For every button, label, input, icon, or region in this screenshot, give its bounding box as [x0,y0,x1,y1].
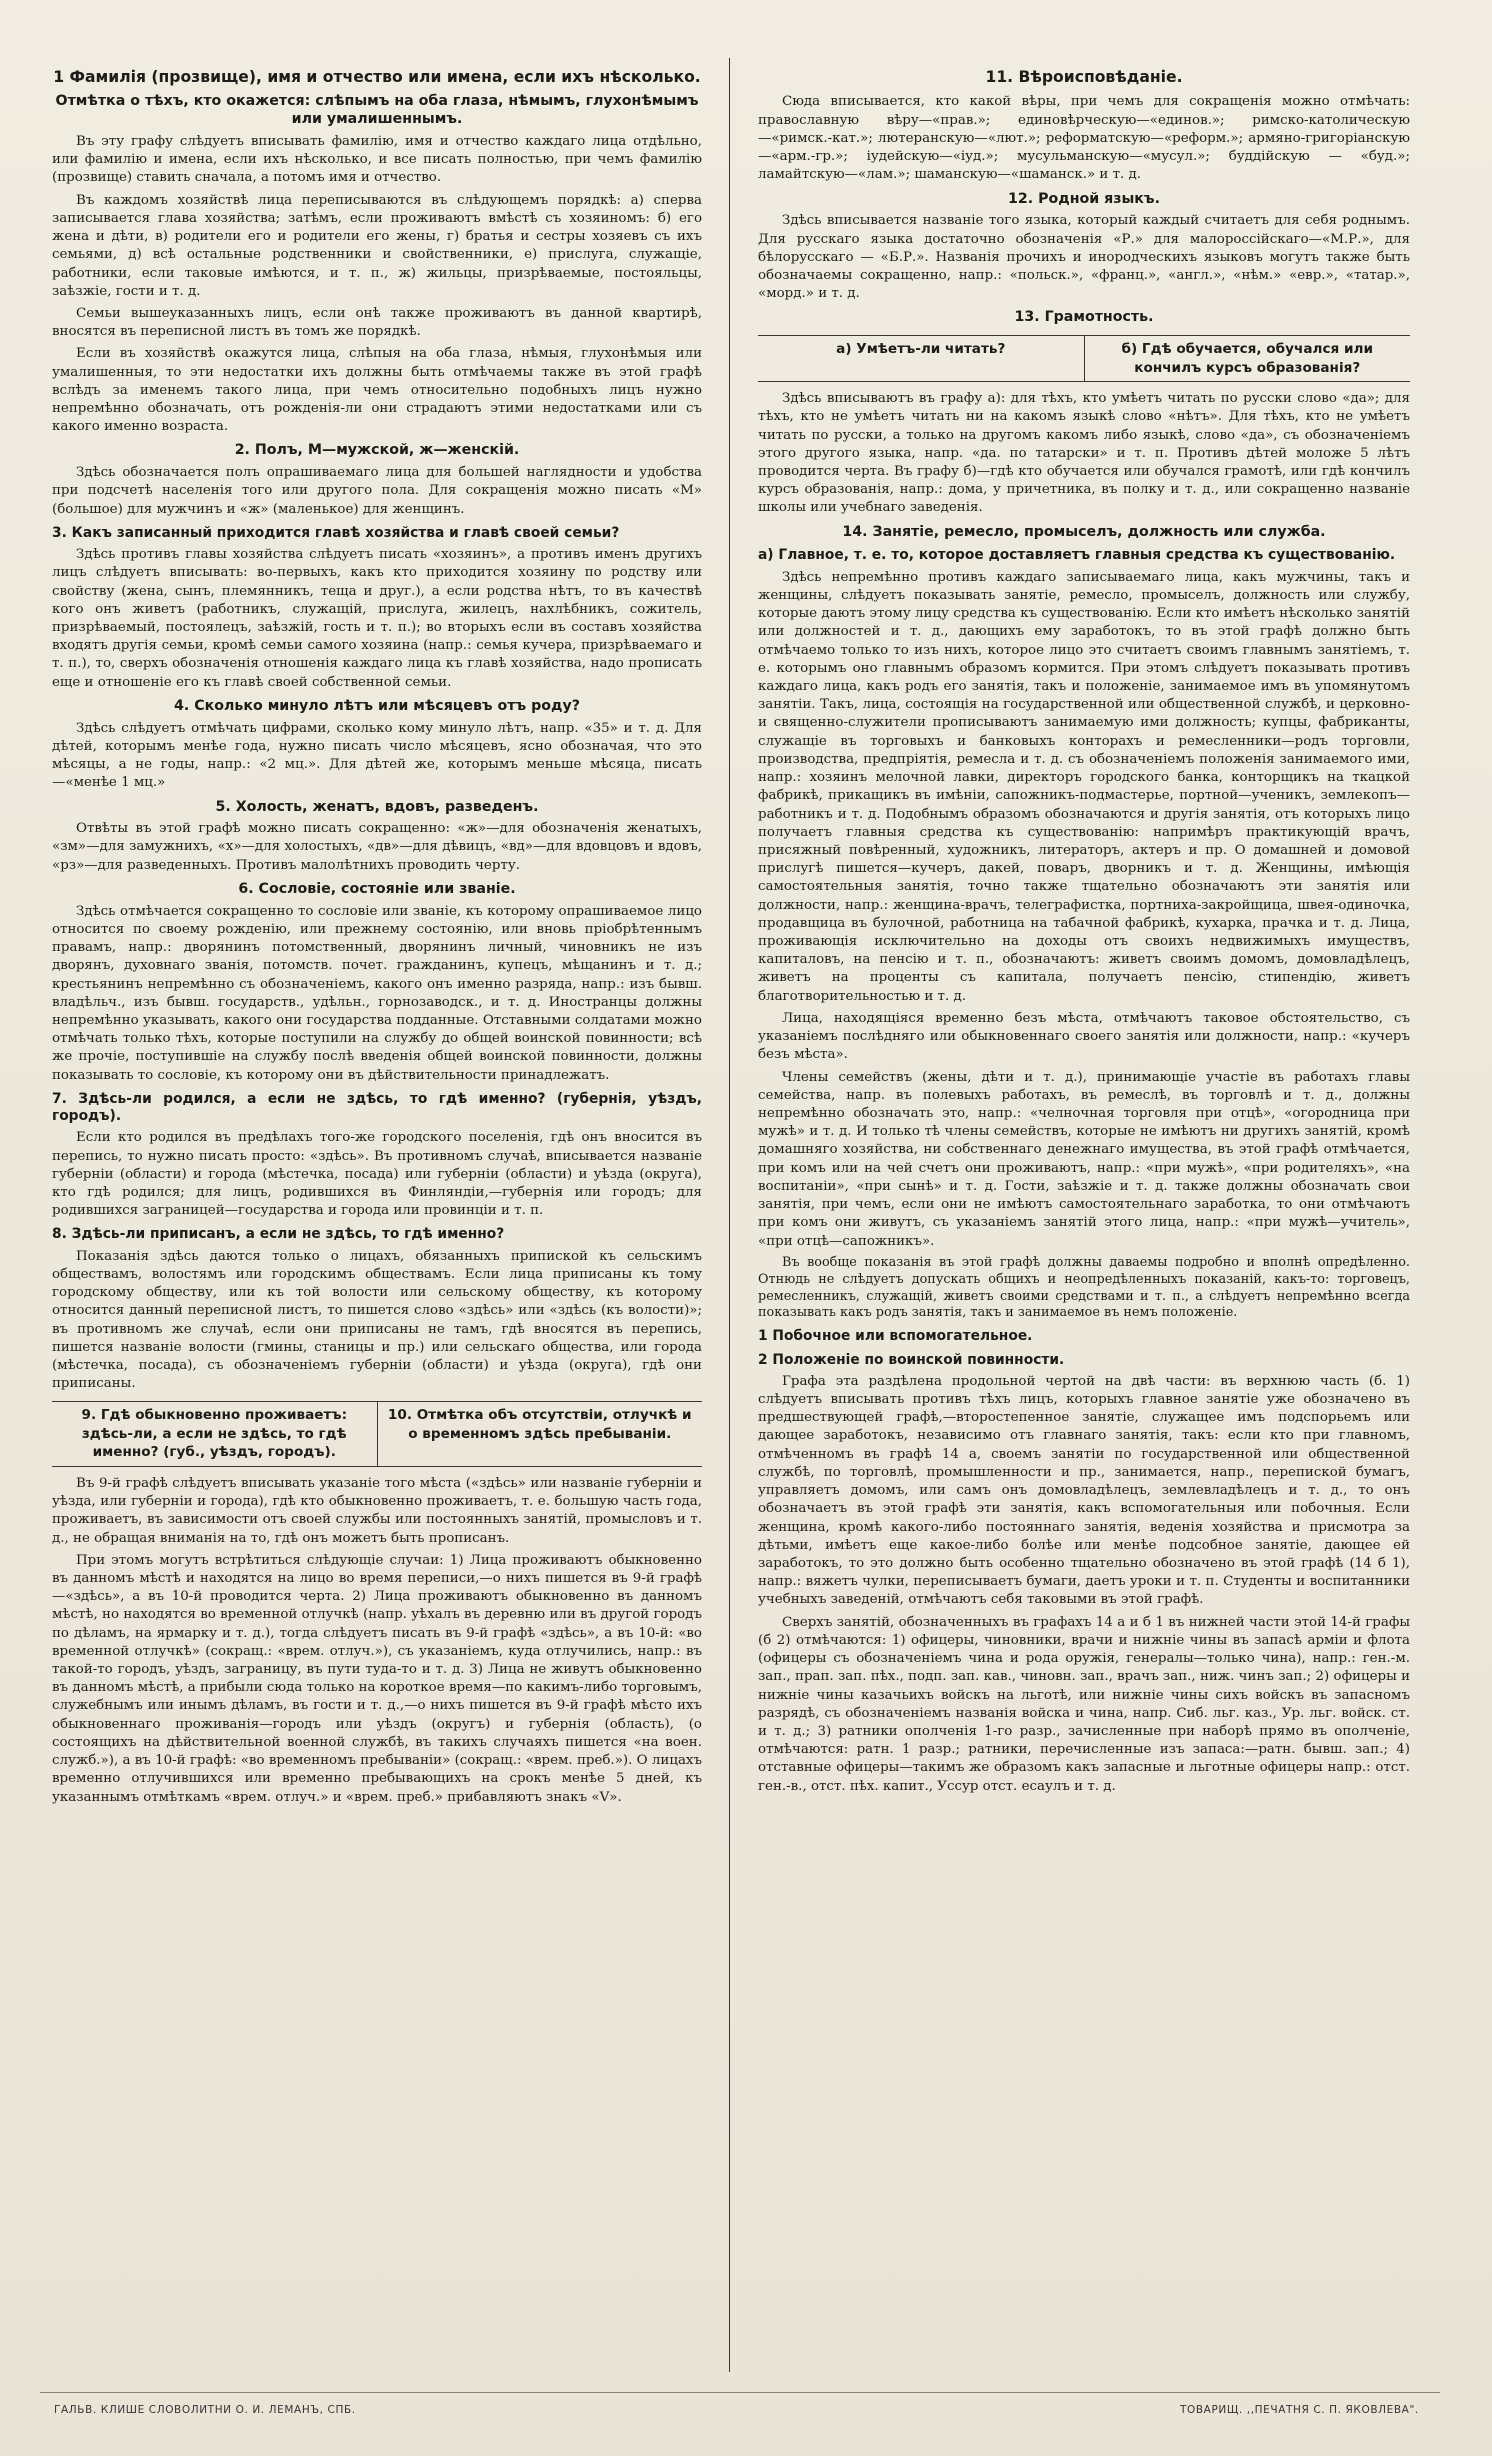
section-14-subheading: а) Главное, т. е. то, которое доставляетъ главныя средства къ существованію. [758,547,1396,564]
section-11-paragraph: Сюда вписывается, кто какой вѣры, при чемъ для сокращенія можно отмѣчать: православную вѣру—«прав.»; единовѣрческую—«единов.»; римско-католическую—«римск.-кат.»; лютеранскую—«лют.»; реформатскую—«реформ.»; армяно-григоріанскую—«арм.-гр.»; іудейскую—«іуд.»; мусульманскую—«мусул.»; буддійскую — «буд.»; ламайтскую—«лам.»; шаманскую—«шаманск.» и т. д. [758,94,1410,183]
section-2-heading: 2. Полъ, М—мужской, ж—женскій. [234,442,520,459]
section-12-paragraph: Здѣсь вписывается названіе того языка, который каждый считаетъ для себя роднымъ. Для русскаго языка достаточно обозначенія «Р.» для малороссійскаго—«М.Р.», для бѣлорусскаго — «Б.Р.». Названія прочихъ и инородческихъ языковъ могутъ также быть обозначаемы сокращенно, напр.: «польск.», «франц.», «англ.», «нѣм.» «евр.», «татар.», «морд.» и т. д. [758,213,1410,302]
section-14-paragraph: Лица, находящіяся временно безъ мѣста, отмѣчаютъ таковое обстоятельство, съ указаніемъ послѣдняго или обыкновеннаго своего занятія или должности, напр.: «кучеръ безъ мѣста». [758,1010,1410,1063]
section-6-heading: 6. Сословіе, состояніе или званіе. [238,880,516,897]
section-10-heading: 10. Отмѣтка объ отсутствіи, отлучкѣ и о временномъ здѣсь пребываніи. [377,1402,703,1465]
section-4-paragraph: Здѣсь слѣдуетъ отмѣчать цифрами, сколько кому минуло лѣтъ, напр. «35» и т. д. Для дѣтей, которымъ менѣе года, нужно писать число мѣсяцевъ, ясно обозначая, что это мѣсяцы, а не годы, напр.: «2 мц.». Для дѣтей же, которымъ меньше мѣсяца, писать—«менѣе 1 мц.» [52,720,702,791]
section-13-heading: 13. Грамотность. [1014,309,1154,326]
section-1-paragraph: Если въ хозяйствѣ окажутся лица, слѣпыя на оба глаза, нѣмыя, глухонѣмыя или умалишенныя, то эти недостатки ихъ должны быть отмѣчаемы также въ этой графѣ вслѣдъ за именемъ такого лица, при чемъ относительно подобныхъ лицъ нужно непремѣнно обозначать, отъ рожденія-ли они страдаютъ этими недостатками или съ какого именно возраста. [52,346,702,435]
section-11-heading: 11. Вѣроисповѣданіе. [985,68,1183,86]
section-14-paragraph: Въ вообще показанія въ этой графѣ должны даваемы подробно и вполнѣ опредѣленно. Отнюдь не слѣдуетъ допускать общихъ и неопредѣленныхъ показаній, какъ-то: торговецъ, ремесленникъ, служащій, живетъ своими средствами и т. п., а слѣдуетъ непремѣнно всегда показывать какъ родъ занятія, такъ и занимаемое въ немъ положеніе. [758,1254,1410,1321]
right-column [758,60,1410,2370]
footer-rule [40,2392,1440,2393]
section-13b-heading: б) Гдѣ обучается, обучался или кончилъ курсъ образованія? [1084,336,1411,381]
section-14-heading: 14. Занятіе, ремесло, промыселъ, должность или служба. [842,523,1326,540]
section-14-paragraph: Здѣсь непремѣнно противъ каждаго записываемаго лица, какъ мужчины, такъ и женщины, слѣдуетъ показывать занятіе, ремесло, промыселъ, должность или службу, которые даютъ этому лицу средства къ существованію. Если кто имѣетъ нѣсколько занятій или должностей и т. д., дающихъ ему заработокъ, то въ этой графѣ должно быть отмѣчаемо только то изъ нихъ, которое лицо это считаетъ своимъ главнымъ занятіемъ, т. е. которымъ оно главнымъ образомъ кормится. При этомъ слѣдуетъ показывать противъ каждаго лица, какъ родъ его занятія, такъ и положеніе, занимаемое имъ въ упомянутомъ занятіи. Такъ, лица, состоящія на государственной или общественной службѣ, и церковно-и священно-служители прописываютъ занимаемую ими должность; купцы, фабриканты, служащіе въ торговыхъ и банковыхъ конторахъ и ремесленники—родъ торговли, производства, предпріятія, ремесла и т. д. съ обозначеніемъ положенія занимаемого ими, напр.: хозяинъ мелочной лавки, директоръ городского банка, конторщикъ на ткацкой фабрикѣ, прикащикъ въ имѣніи, сапожникъ-подмастерье, портной—ученикъ, землекопъ—работникъ и т. д. Подобнымъ образомъ обозначаются и другія занятія, отъ которыхъ лицо получаетъ главныя средства къ существованію: напримѣръ практикующій врачъ, присяжный повѣренный, художникъ, литераторъ, актеръ и пр. О домашней и домовой прислугѣ пишется—кучеръ, дакей, поваръ, дворникъ и т. д. Женщины, имѣющія самостоятельныя занятія, точно также тщательно обозначаютъ эти занятія или должности, напр.: женщина-врачъ, телеграфистка, портниха-закройщица, швея-одиночка, продавщица въ булочной, работница на табачной фабрикѣ, кухарка, прачка и т. д. Лица, проживающія исключительно на доходы отъ своихъ недвижимыхъ имуществъ, капиталовъ, на пенсію и т. п., обозначаютъ: живетъ своимъ домомъ, домовладѣлецъ, живетъ на проценты съ капитала, получаетъ пенсію, стипендію, живетъ благотворительностью и т. д. [758,569,1410,1004]
section-1-note: Отмѣтка о тѣхъ, кто окажется: слѣпымъ на оба глаза, нѣмымъ, глухонѣмымъ или умалишеннымъ. [55,93,699,128]
section-1-paragraph: Семьи вышеуказанныхъ лицъ, если онѣ также проживаютъ въ данной квартирѣ, вносятся въ переписной листъ въ томъ же порядкѣ. [52,305,702,340]
section-8-paragraph: Показанія здѣсь даются только о лицахъ, обязанныхъ припиской къ сельскимъ обществамъ, волостямъ или городскимъ обществамъ. Если лица приписаны къ тому городскому обществу, или къ той волости или сельскому обществу, къ которому относится данный переписной листъ, то пишется слово «здѣсь» или «здѣсь (къ волости)»; въ противномъ же случаѣ, если они приписаны не тамъ, гдѣ вносятся въ перепись, пишется названіе волости (гмины, станицы и пр.) или сельскаго общества, или города (мѣстечка, посада), съ обозначеніемъ губерніи (области) и уѣзда (округа), гдѣ они приписаны. [52,1248,702,1392]
section-7-paragraph: Если кто родился въ предѣлахъ того-же городского поселенія, гдѣ онъ вносится въ перепись, то нужно писать просто: «здѣсь». Въ противномъ случаѣ, вписывается названіе губерніи (области) и города (мѣстечка, посада) или губерніи (области) и уѣзда (округа), кто гдѣ родился; для лицъ, родившихся въ Финляндіи,—губернія или городъ; для родившихся заграницей—государства и города или провинціи и т. п. [52,1130,702,1219]
column-divider [729,58,730,2372]
section-13-paragraph: Здѣсь вписываютъ въ графу а): для тѣхъ, кто умѣетъ читать по русски слово «да»; для тѣхъ, кто не умѣетъ читать ни на какомъ языкѣ слово «нѣтъ». Для тѣхъ, кто не умѣетъ читать по русски, а только на другомъ какомъ либо языкѣ, слово «да», съ обозначеніемъ этого другого языка, напр. «да. по татарски» и т. п. Противъ дѣтей моложе 5 лѣтъ проводится черта. Въ графу б)—гдѣ кто обучается или обучался грамотѣ, или гдѣ кончилъ курсъ образованія, напр.: дома, у причетника, въ полку и т. д., или сокращенно названіе школы или учебнаго заведенія. [758,391,1410,516]
footer-printer-left: ГАЛЬВ. КЛИШЕ СЛОВОЛИТНИ О. И. ЛЕМАНЪ, СПБ. [54,2404,356,2416]
section-3-heading: 3. Какъ записанный приходится главѣ хозяйства и главѣ своей семьи? [52,524,620,541]
section-9-10-header [52,1401,702,1466]
section-1-heading: 1 Фамилія (прозвище), имя и отчество или имена, если ихъ нѣсколько. [53,68,701,86]
section-2-paragraph: Здѣсь обозначается полъ опрашиваемаго лица для большей наглядности и удобства при подсчетѣ населенія того или другого пола. Для сокращенія можно писать «М» (большое) для мужчинъ и «ж» (маленькое) для женщинъ. [52,465,702,517]
section-1-paragraph: Въ каждомъ хозяйствѣ лица переписываются въ слѣдующемъ порядкѣ: а) сперва записывается глава хозяйства; затѣмъ, если проживаютъ вмѣстѣ съ хозяиномъ: б) его жена и дѣти, в) родители его и родители его жены, г) братья и сестры хозяевъ съ ихъ семьями, д) всѣ остальные родственники и свойственники, е) прислуга, служащіе, работники, если таковые имѣются, и т. п., ж) жильцы, призрѣваемые, постояльцы, заѣзжіе, гости и т. д. [52,192,702,299]
section-4-heading: 4. Сколько минуло лѣтъ или мѣсяцевъ отъ роду? [174,697,580,714]
footer-printer-right: ТОВАРИЩ. ,,ПЕЧАТНЯ С. П. ЯКОВЛЕВА". [1180,2404,1419,2416]
section-9-paragraph: При этомъ могутъ встрѣтиться слѣдующіе случаи: 1) Лица проживаютъ обыкновенно въ данномъ мѣстѣ и находятся на лицо во время переписи,—о нихъ пишется въ 9-й графѣ—«здѣсь», а въ 10-й проводится черта. 2) Лица проживаютъ обыкновенно въ данномъ мѣстѣ, но находятся во временной отлучкѣ (напр. уѣхалъ въ деревню или въ другой городъ по дѣламъ, на ярмарку и т. д.), тогда слѣдуетъ писать въ 9-й графѣ «здѣсь», а въ 10-й: «во временной отлучкѣ» (сокращ.: «врем. отлуч.»), съ указаніемъ, куда отлучились, напр.: въ такой-то городъ, уѣздъ, заграницу, въ пути туда-то и т. д. 3) Лица не живутъ обыкновенно въ данномъ мѣстѣ, а прибыли сюда только на короткое время—по какимъ-либо торговымъ, служебнымъ или инымъ дѣламъ, въ гости и т. д.,—о нихъ пишется въ 9-й графѣ мѣсто ихъ обыкновеннаго проживанія—городъ или уѣздъ (округъ) и губернія (область), (о состоящихъ на дѣйствительной военной службѣ, въ такихъ случаяхъ пишется «на воен. служб.»), а въ 10-й графѣ: «во временномъ пребываніи» (сокращ.: «врем. преб.»). О лицахъ временно отлучившихся или временно пребывающихъ на срокъ менѣе 5 дней, къ указаннымъ отмѣткамъ «врем. отлуч.» и «врем. преб.» прибавляютъ знакъ «V». [52,1552,702,1805]
section-3-paragraph: Здѣсь противъ главы хозяйства слѣдуетъ писать «хозяинъ», а противъ именъ другихъ лицъ слѣдуетъ вписывать: во-первыхъ, какъ кто приходится хозяину по родству или свойству (жена, сынъ, племянникъ, теща и друг.), а если родства нѣтъ, то въ качествѣ кого онъ живетъ (работникъ, служащій, прислуга, жилецъ, нахлѣбникъ, сожитель, призрѣваемый, постоялецъ, заѣзжій, гость и т. п.); во вторыхъ если въ составъ хозяйства входятъ другія семьи, кромѣ семьи самого хозяина (напр.: семья кучера, призрѣваемаго и т. п.), то, сверхъ обозначенія отношенія каждаго лица къ главѣ хозяйства, надо прописать еще и отношеніе его къ главѣ своей собственной семьи. [52,547,702,690]
section-9-paragraph: Въ 9-й графѣ слѣдуетъ вписывать указаніе того мѣста («здѣсь» или названіе губерніи и уѣзда, или губерніи и города), гдѣ кто обыкновенно проживаетъ, т. е. большую часть года, проживаетъ, въ зависимости отъ своей службы или постоянныхъ занятій, промысловъ и т. д., не обращая вниманія на то, гдѣ онъ можетъ быть прописанъ. [52,1475,702,1546]
section-14-paragraph: Члены семействъ (жены, дѣти и т. д.), принимающіе участіе въ работахъ главы семейства, напр. въ полевыхъ работахъ, въ ремеслѣ, въ торговлѣ и т. д., должны непремѣнно обозначать это, напр.: «челночная торговля при отцѣ», «огородница при мужѣ» и т. д. И только тѣ члены семействъ, которые не имѣютъ ни другихъ занятій, кромѣ домашняго хозяйства, ни собственнаго денежнаго имущества, въ этой графѣ отмѣчается, при комъ или на чей счетъ они проживаютъ, напр.: «при мужѣ», «при родителяхъ», «на воспитаніи», «при сынѣ» и т. д. Гости, заѣзжіе и т. д. также должны обозначать свои занятія, при чемъ, если они не имѣютъ самостоятельнаго заработка, то они отмѣчаютъ при комъ они живутъ, съ указаніемъ занятій этого лица, напр.: «при мужѣ—учитель», «при отцѣ—сапожникъ». [758,1069,1410,1249]
section-13-subheader [758,335,1410,382]
section-5-heading: 5. Холость, женатъ, вдовъ, разведенъ. [215,798,539,815]
section-12-heading: 12. Родной языкъ. [1008,190,1160,207]
section-8-heading: 8. Здѣсь-ли приписанъ, а если не здѣсь, то гдѣ именно? [52,1226,505,1243]
section-14-note-1: 1 Побочное или вспомогательное. [758,1328,1033,1345]
section-14-paragraph: Сверхъ занятій, обозначенныхъ въ графахъ 14 а и б 1 въ нижней части этой 14-й графы (б 2) отмѣчаются: 1) офицеры, чиновники, врачи и нижніе чины въ запасѣ арміи и флота (офицеры съ обозначеніемъ чина и рода оружія, генералы—только чина), напр.: ген.-м. зап., прап. зап. пѣх., подп. зап. кав., чиновн. зап., врачъ зап., ниж. чинъ зап.; 2) офицеры и нижніе чины казачьихъ войскъ на льготѣ, или нижніе чины сихъ войскъ въ запасномъ разрядѣ, съ обозначеніемъ названія войска и чина, напр. Сиб. льг. каз., Ур. льг. войск. ст. и т. д.; 3) ратники ополченія 1-го разр., зачисленные при наборѣ прямо въ ополченіе, отмѣчаются: ратн. 1 разр.; ратники, перечисленные изъ запаса:—ратн. бывш. зап.; 4) отставные офицеры—такимъ же образомъ какъ запасные и льготные офицеры напр.: отст. ген.-в., отст. пѣх. капит., Уссур отст. есаулъ и т. д. [758,1614,1410,1794]
section-9-heading: 9. Гдѣ обыкновенно проживаетъ: здѣсь-ли, а если не здѣсь, то гдѣ именно? (губ., уѣздъ, городъ). [81,1407,348,1461]
section-5-paragraph: Отвѣты въ этой графѣ можно писать сокращенно: «ж»—для обозначенія женатыхъ, «зм»—для замужнихъ, «х»—для холостыхъ, «дв»—для дѣвицъ, «вд»—для вдовцовъ и вдовъ, «рз»—для разведенныхъ. Противъ малолѣтнихъ проводить черту. [52,821,702,873]
section-14-paragraph: Графа эта раздѣлена продольной чертой на двѣ части: въ верхнюю часть (б. 1) слѣдуетъ вписывать противъ тѣхъ лицъ, которыхъ главное занятіе уже обозначено въ предшествующей графѣ,—второстепенное занятіе, служащее имъ подспорьемъ или дающее заработокъ, независимо отъ главнаго занятія, такъ: если кто при главномъ, отмѣченномъ въ графѣ 14 а, своемъ занятіи по государственной или общественной службѣ, по торговлѣ, промышленности и пр., занимается, напр., перепиской бумагъ, управляетъ домомъ, или самъ онъ домовладѣлецъ, землевладѣлецъ и т. д., то онъ обозначаетъ въ этой графѣ эти занятія, какъ вспомогательныя или побочныя. Если женщина, кромѣ какого-либо постояннаго занятія, веденія хозяйства и присмотра за дѣтьми, имѣетъ еще какое-либо болѣе или менѣе подсобное занятіе, дающее ей заработокъ, то это должно быть особенно тщательно обозначено въ этой графѣ (14 б 1), напр.: вяжетъ чулки, переписываетъ бумаги, даетъ уроки и т. п. Студенты и воспитанники учебныхъ заведеній, отмѣчаютъ себя таковыми въ этой графѣ. [758,1373,1410,1608]
section-13a-heading: а) Умѣетъ-ли читать? [836,341,1006,358]
section-6-paragraph: Здѣсь отмѣчается сокращенно то сословіе или званіе, къ которому опрашиваемое лицо относится по своему рожденію, или прежнему состоянію, или вновь пріобрѣтеннымъ правамъ, напр.: дворянинъ потомственный, дворянинъ личный, чиновникъ не изъ дворянъ, духовнаго званія, потомств. почет. гражданинъ, купецъ, мѣщанинъ и т. д.; крестьянинъ непремѣнно съ обозначеніемъ, какого онъ именно разряда, напр.: изъ бывш. владѣльч., изъ бывш. государств., удѣльн., горнозаводск., и т. д. Иностранцы должны непремѣнно указывать, какого они государства подданные. Отставными солдатами можно отмѣчать только тѣхъ, которые поступили на службу до общей воинской повинности; всѣ же прочіе, поступившіе на службу послѣ введенія общей воинской повинности, должны показывать то сословіе, къ которому они въ дѣйствительности принадлежатъ. [52,903,702,1083]
left-column [52,60,702,2370]
section-7-heading: 7. Здѣсь-ли родился, а если не здѣсь, то гдѣ именно? (губернія, уѣздъ, городъ). [52,1090,702,1125]
section-1-paragraph: Въ эту графу слѣдуетъ вписывать фамилію, имя и отчество каждаго лица отдѣльно, или фамилію и имена, если ихъ нѣсколько, и все писать полностью, при чемъ фамилію (прозвище) ставить сначала, а потомъ имя и отчество. [52,133,702,186]
section-14-note-2: 2 Положеніе по воинской повинности. [758,1351,1065,1368]
